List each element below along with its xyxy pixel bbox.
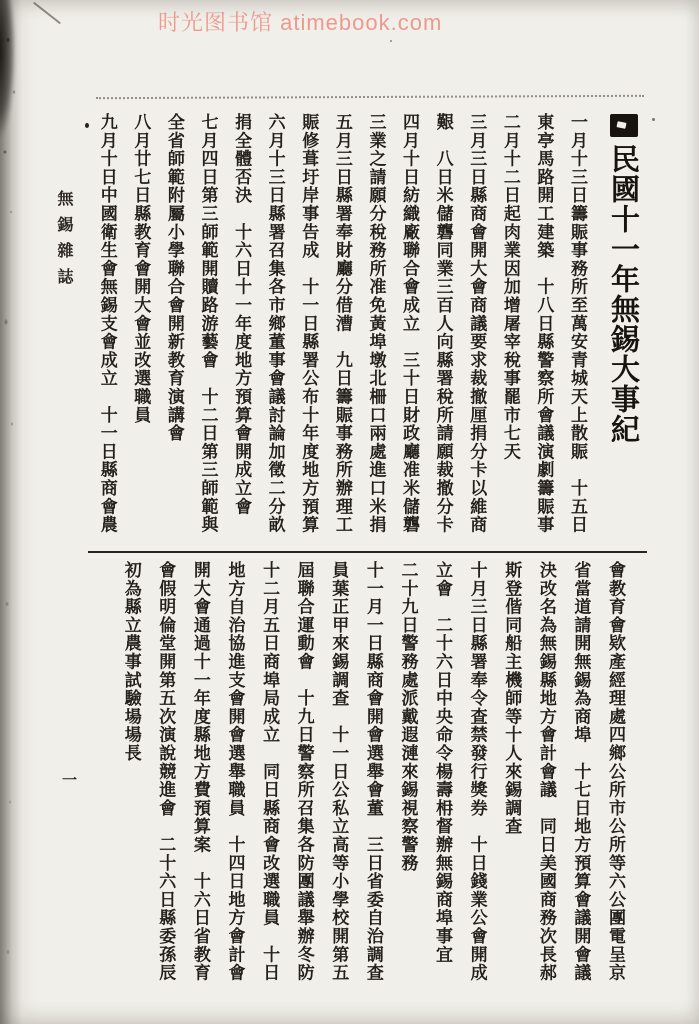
- event-column: 十二月五日商埠局成立 同日縣商會改選職員 十日: [259, 561, 280, 982]
- event-column: 四月十日紡織廠聯合會成立 三十日財政廳准米儲礱: [399, 113, 420, 534]
- event-column: 東亭馬路開工建築 十八日縣警察所會議演劇籌賑事: [533, 113, 554, 534]
- page-number: 一: [62, 771, 78, 789]
- upper-text-block: [89, 113, 593, 550]
- scan-scratch: [33, 2, 61, 25]
- event-column: 五月三日縣署奉財廳分借漕 九日籌賑事務所辦理工: [331, 113, 352, 534]
- event-column: 三業之請願分稅務所准免黃埠墩北柵口兩處進口米捐: [365, 113, 386, 534]
- event-column: 八月廿七日縣教育會開大會並改選職員: [130, 113, 151, 425]
- lower-text-block: [113, 561, 632, 1005]
- event-column: 二月十二日起肉業因加增屠宰稅事罷市七天: [499, 113, 520, 461]
- event-column: 會教育會欵產經理處四鄉公所市公所等六公團電呈京: [605, 561, 625, 982]
- scan-corner-blob: [0, 0, 28, 208]
- event-column: 全省師範附屬小學聯合會開新教育演講會: [163, 113, 184, 443]
- event-column: 屆聯合運動會 十九日警察所召集各防團議舉辦冬防: [293, 561, 314, 982]
- event-column: 斯登偕同船主機師等十人來錫調查: [501, 561, 522, 836]
- event-column: 賑修葺圩岸事告成 十一日縣署公布十年度地方預算: [298, 113, 319, 534]
- event-column: 十月三日縣署奉令查禁發行獎券 十日錢業公會開成: [466, 561, 487, 982]
- event-column: 十一月一日縣商會開會選舉會董 三日省委自治調查: [362, 561, 383, 982]
- article-title: [600, 112, 648, 557]
- event-column: 初為縣立農事試驗場場長: [120, 561, 141, 763]
- journal-name: 無錫雜誌: [55, 190, 74, 294]
- article-title-text: 民國十一年無錫大事紀: [607, 144, 641, 444]
- event-column: 一月十三日籌賑事務所至萬安青城天上散賑 十五日: [567, 113, 587, 534]
- section-mark-icon: [610, 114, 638, 137]
- event-column: 地方自治協進支會開會選舉職員 十四日地方會計會: [224, 561, 245, 982]
- event-column: 開大會通過十一年度縣地方費預算案 十六日省教育: [189, 561, 210, 982]
- page-edge-dotted-line: [96, 95, 644, 99]
- scan-speck: [390, 40, 392, 42]
- event-column: 二十九日警務處派戴遐漣來錫視察警務: [397, 561, 418, 873]
- event-column: 捐全體否決 十六日十一年度地方預算會開成立會: [231, 113, 252, 516]
- event-column: 決改名為無錫縣地方會計會議 同日美國商務次長郝: [535, 561, 556, 982]
- section-divider-line: [88, 551, 647, 553]
- event-column: 九月十日中國衛生會無錫支會成立 十一日縣商會農: [96, 113, 117, 534]
- event-column: 會假明倫堂開第五次演說競進會 二十六日縣委孫辰: [155, 561, 176, 982]
- event-column: 立會 二十六日中央命令楊壽枏督辦無錫商埠事宜: [432, 561, 453, 964]
- event-column: 六月十三日縣署召集各市鄉董事會議討論加徵二分畝: [264, 113, 285, 534]
- event-column: 員葉正甲來錫調查 十一日公私立高等小學校開第五: [328, 561, 349, 982]
- library-watermark: 时光图书馆 atimebook.com: [158, 10, 443, 35]
- event-column: 七月四日第三師範開贖路游藝會 十二日第三師範與: [197, 113, 218, 534]
- section-mark-notch: [616, 121, 626, 129]
- scan-speck: [652, 118, 655, 121]
- event-column: 省當道請開無錫為商埠 十七日地方預算會議開會議: [570, 561, 591, 982]
- event-column: 三月三日縣商會開大會商議要求裁撤厘捐分卡以維商: [466, 113, 487, 534]
- event-column: 艱 八日米儲礱同業三百人向縣署稅所請願裁撤分卡: [432, 113, 453, 534]
